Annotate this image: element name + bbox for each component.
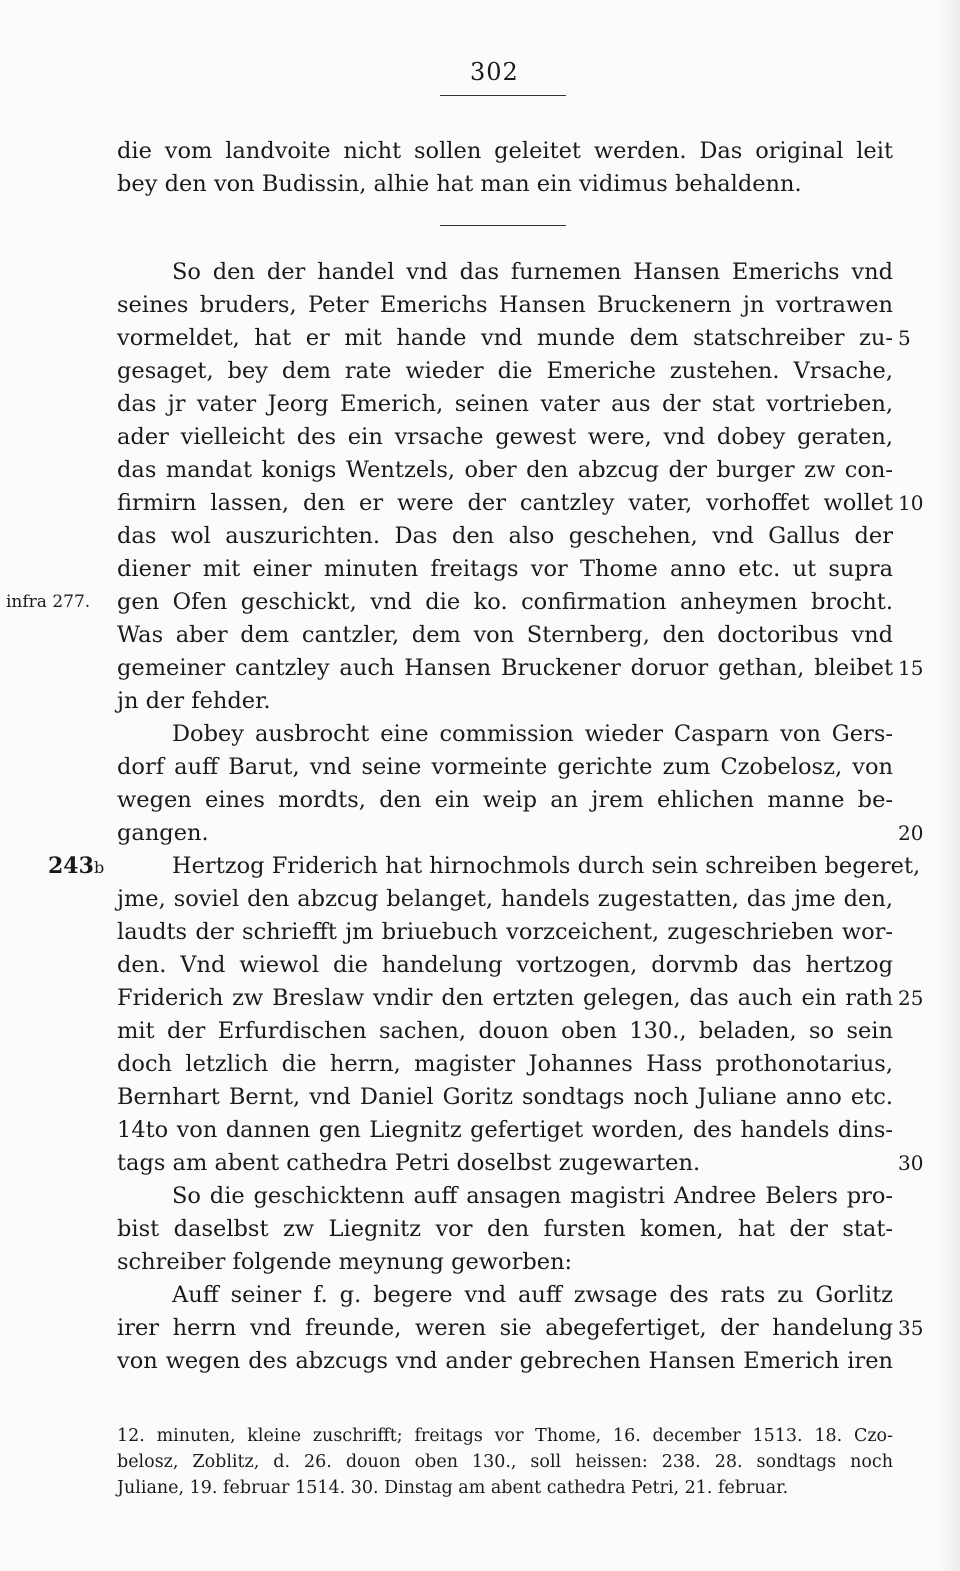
- text-line: schreiber folgende meynung geworben:: [117, 1249, 573, 1275]
- text-line: firmirn lassen, den er were der cantzley vater, vorhoffet wollet: [117, 490, 893, 516]
- footnote-line: Juliane, 19. februar 1514. 30. Dinstag am abent cathedra Petri, 21. februar.: [117, 1478, 789, 1498]
- text-line: irer herrn vnd freunde, weren sie abegefertiget, der handelung: [117, 1315, 893, 1341]
- text-line: Friderich zw Breslaw vndir den ertzten gelegen, das auch ein rath: [117, 985, 893, 1011]
- text-line: So die geschicktenn auff ansagen magistri Andree Belers pro-: [172, 1183, 893, 1209]
- text-line: Hertzog Friderich hat hirnochmols durch sein schreiben begeret,: [172, 853, 921, 879]
- text-line: Dobey ausbrocht eine commission wieder Casparn von Gers-: [172, 721, 893, 747]
- text-line: von wegen des abzcugs vnd ander gebrechen Hansen Emerich iren: [117, 1348, 893, 1374]
- text-line: doch letzlich die herrn, magister Johannes Hass prothonotarius,: [117, 1051, 893, 1077]
- line-number: 5: [898, 326, 911, 350]
- text-line: ader vielleicht des ein vrsache gewest were, vnd dobey geraten,: [117, 424, 893, 450]
- margin-cross-reference: infra 277.: [6, 592, 91, 612]
- text-line: wegen eines mordts, den ein weip an jrem ehlichen manne be-: [117, 787, 893, 813]
- text-line: seines bruders, Peter Emerichs Hansen Bruckenern jn vortrawen: [117, 292, 893, 318]
- line-number: 30: [898, 1151, 924, 1175]
- text-line: das wol auszurichten. Das den also geschehen, vnd Gallus der: [117, 523, 893, 549]
- text-line: tags am abent cathedra Petri doselbst zugewarten.: [117, 1150, 701, 1176]
- text-line: vormeldet, hat er mit hande vnd munde dem statschreiber zu-: [117, 325, 893, 351]
- text-line: jn der fehder.: [117, 688, 271, 714]
- line-number: 15: [898, 656, 924, 680]
- text-line: jme, soviel den abzcug belanget, handels zugestatten, das jme den,: [117, 886, 893, 912]
- folio-marker: [48, 850, 104, 884]
- folio-suffix: b: [93, 858, 105, 877]
- text-line: So den der handel vnd das furnemen Hansen Emerichs vnd: [172, 259, 893, 285]
- text-line: Auff seiner f. g. begere vnd auff zwsage des rats zu Gorlitz: [172, 1282, 893, 1308]
- text-line: dorf auff Barut, vnd seine vormeinte gerichte zum Czobelosz, von: [117, 754, 893, 780]
- text-line: gesaget, bey dem rate wieder die Emeriche zustehen. Vrsache,: [117, 358, 893, 384]
- text-line: bist daselbst zw Liegnitz vor den fursten komen, hat der stat-: [117, 1216, 893, 1242]
- page-number: 302: [470, 58, 519, 86]
- page-edge-shadow: [938, 0, 960, 1571]
- text-line: das mandat konigs Wentzels, ober den abzcug der burger zw con-: [117, 457, 893, 483]
- text-line: das jr vater Jeorg Emerich, seinen vater aus der stat vortrieben,: [117, 391, 893, 417]
- header-rule: [440, 95, 566, 96]
- intro-line: die vom landvoite nicht sollen geleitet werden. Das original leit: [117, 138, 893, 164]
- text-line: Bernhart Bernt, vnd Daniel Goritz sondtags noch Juliane anno etc.: [117, 1084, 893, 1110]
- line-number: 20: [898, 821, 924, 845]
- text-line: den. Vnd wiewol die handelung vortzogen, dorvmb das hertzog: [117, 952, 893, 978]
- text-line: Was aber dem cantzler, dem von Sternberg, den doctoribus vnd: [117, 622, 893, 648]
- text-line: 14to von dannen gen Liegnitz gefertiget worden, des handels dins-: [117, 1117, 893, 1143]
- text-line: mit der Erfurdischen sachen, douon oben 130., beladen, so sein: [117, 1018, 893, 1044]
- section-divider: [440, 225, 566, 226]
- text-line: laudts der schriefft jm briuebuch vorzceichent, zugeschrieben wor-: [117, 919, 893, 945]
- text-line: gangen.: [117, 820, 209, 846]
- text-line: diener mit einer minuten freitags vor Thome anno etc. ut supra: [117, 556, 893, 582]
- text-line: gemeiner cantzley auch Hansen Bruckener doruor gethan, bleibet: [117, 655, 893, 681]
- line-number: 10: [898, 491, 924, 515]
- footnote-line: 12. minuten, kleine zuschrifft; freitags vor Thome, 16. december 1513. 18. Czo-: [117, 1426, 893, 1446]
- intro-line: bey den von Budissin, alhie hat man ein vidimus behaldenn.: [117, 171, 802, 197]
- text-line: gen Ofen geschickt, vnd die ko. confirmation anheymen brocht.: [117, 589, 893, 615]
- footnote-line: belosz, Zoblitz, d. 26. douon oben 130., soll heissen: 238. 28. sondtags noch: [117, 1452, 893, 1472]
- line-number: 25: [898, 986, 924, 1010]
- folio-number: 243: [48, 853, 94, 879]
- line-number: 35: [898, 1316, 924, 1340]
